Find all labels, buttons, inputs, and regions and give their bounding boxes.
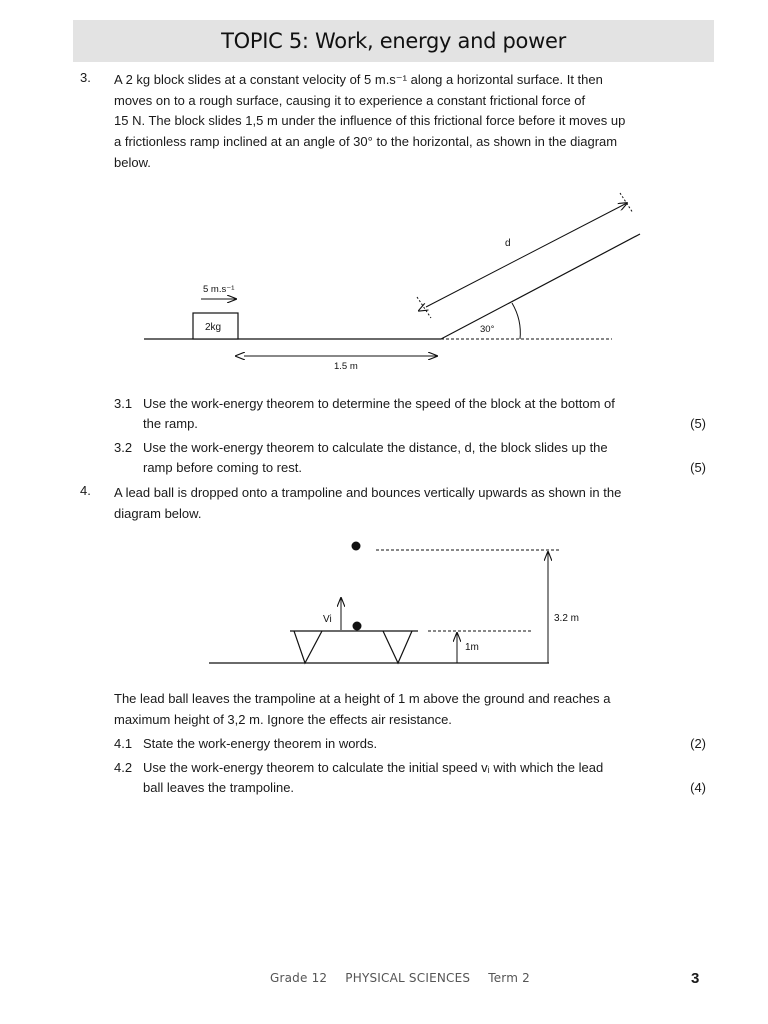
page-number: 3 [691, 970, 700, 987]
question-4-1-number: 4.1 [114, 736, 133, 751]
question-3-2-text: ramp before coming to rest. [143, 460, 302, 475]
distance-label: 1.5 m [334, 361, 358, 372]
trampoline-leg-right [383, 631, 412, 663]
question-3-2-text: Use the work-energy theorem to calculate the distance, d, the block slides up the [143, 440, 608, 455]
question-3-2-number: 3.2 [114, 440, 133, 455]
question-4-line: diagram below. [114, 505, 202, 521]
question-4-paragraph-line: maximum height of 3,2 m. Ignore the effects air resistance. [114, 711, 452, 727]
angle-label: 30° [480, 324, 495, 335]
question-3-line: 15 N. The block slides 1,5 m under the influence of this frictional force before it moves up [114, 113, 626, 129]
question-3-number: 3. [80, 70, 91, 85]
question-4-2-text: Use the work-energy theorem to calculate the initial speed vᵢ with which the lead [143, 760, 604, 775]
ramp-tick-bottom [417, 297, 431, 318]
question-4-paragraph-line: The lead ball leaves the trampoline at a height of 1 m above the ground and reaches a [114, 691, 611, 706]
footer-term: Term 2 [488, 971, 530, 985]
height-low-label: 1m [465, 642, 479, 653]
question-3-line: moves on to a rough surface, causing it to experience a constant frictional force of [114, 92, 586, 108]
vi-label: Vi [323, 614, 332, 625]
question-3-line: A 2 kg block slides at a constant velocity of 5 m.s⁻¹ along a horizontal surface. It then [114, 72, 603, 87]
height-max-label: 3.2 m [554, 613, 580, 624]
question-3-1-text: Use the work-energy theorem to determine the speed of the block at the bottom of [143, 396, 615, 411]
footer-subject: PHYSICAL SCIENCES [345, 971, 471, 985]
trampoline-leg-left [294, 631, 322, 663]
block-label: 2kg [205, 322, 222, 333]
question-4-1-marks: (2) [690, 736, 706, 751]
angle-arc [512, 303, 520, 339]
question-3-1-text: the ramp. [143, 416, 198, 431]
question-4-1-text: State the work-energy theorem in words. [143, 736, 378, 751]
ramp-surface [441, 234, 640, 339]
ball-top [352, 542, 361, 551]
question-3-line: below. [114, 154, 151, 170]
ramp-diagram [144, 193, 640, 372]
question-4-2-number: 4.2 [114, 760, 133, 775]
question-4-line: A lead ball is dropped onto a trampoline and bounces vertically upwards as shown in the [114, 485, 622, 500]
page-footer [270, 971, 544, 985]
page-title: TOPIC 5: Work, energy and power [221, 29, 566, 53]
question-4-text [114, 483, 694, 524]
question-4-paragraph [114, 689, 694, 730]
trampoline-diagram [209, 542, 579, 664]
ramp-distance-label: d [505, 238, 511, 249]
ball-bottom [353, 622, 362, 631]
question-3-1-marks: (5) [690, 416, 706, 431]
question-4-number: 4. [80, 483, 91, 498]
question-3-2-marks: (5) [690, 460, 706, 475]
question-4-2-marks: (4) [690, 780, 706, 795]
question-3-1-number: 3.1 [114, 396, 133, 411]
question-3-line: a frictionless ramp inclined at an angle of 30° to the horizontal, as shown in the diagram [114, 134, 618, 150]
velocity-label: 5 m.s⁻¹ [203, 284, 235, 295]
footer-grade: Grade 12 [270, 971, 328, 985]
ramp-distance-arrow [426, 203, 627, 307]
question-4-2-text: ball leaves the trampoline. [143, 780, 295, 795]
